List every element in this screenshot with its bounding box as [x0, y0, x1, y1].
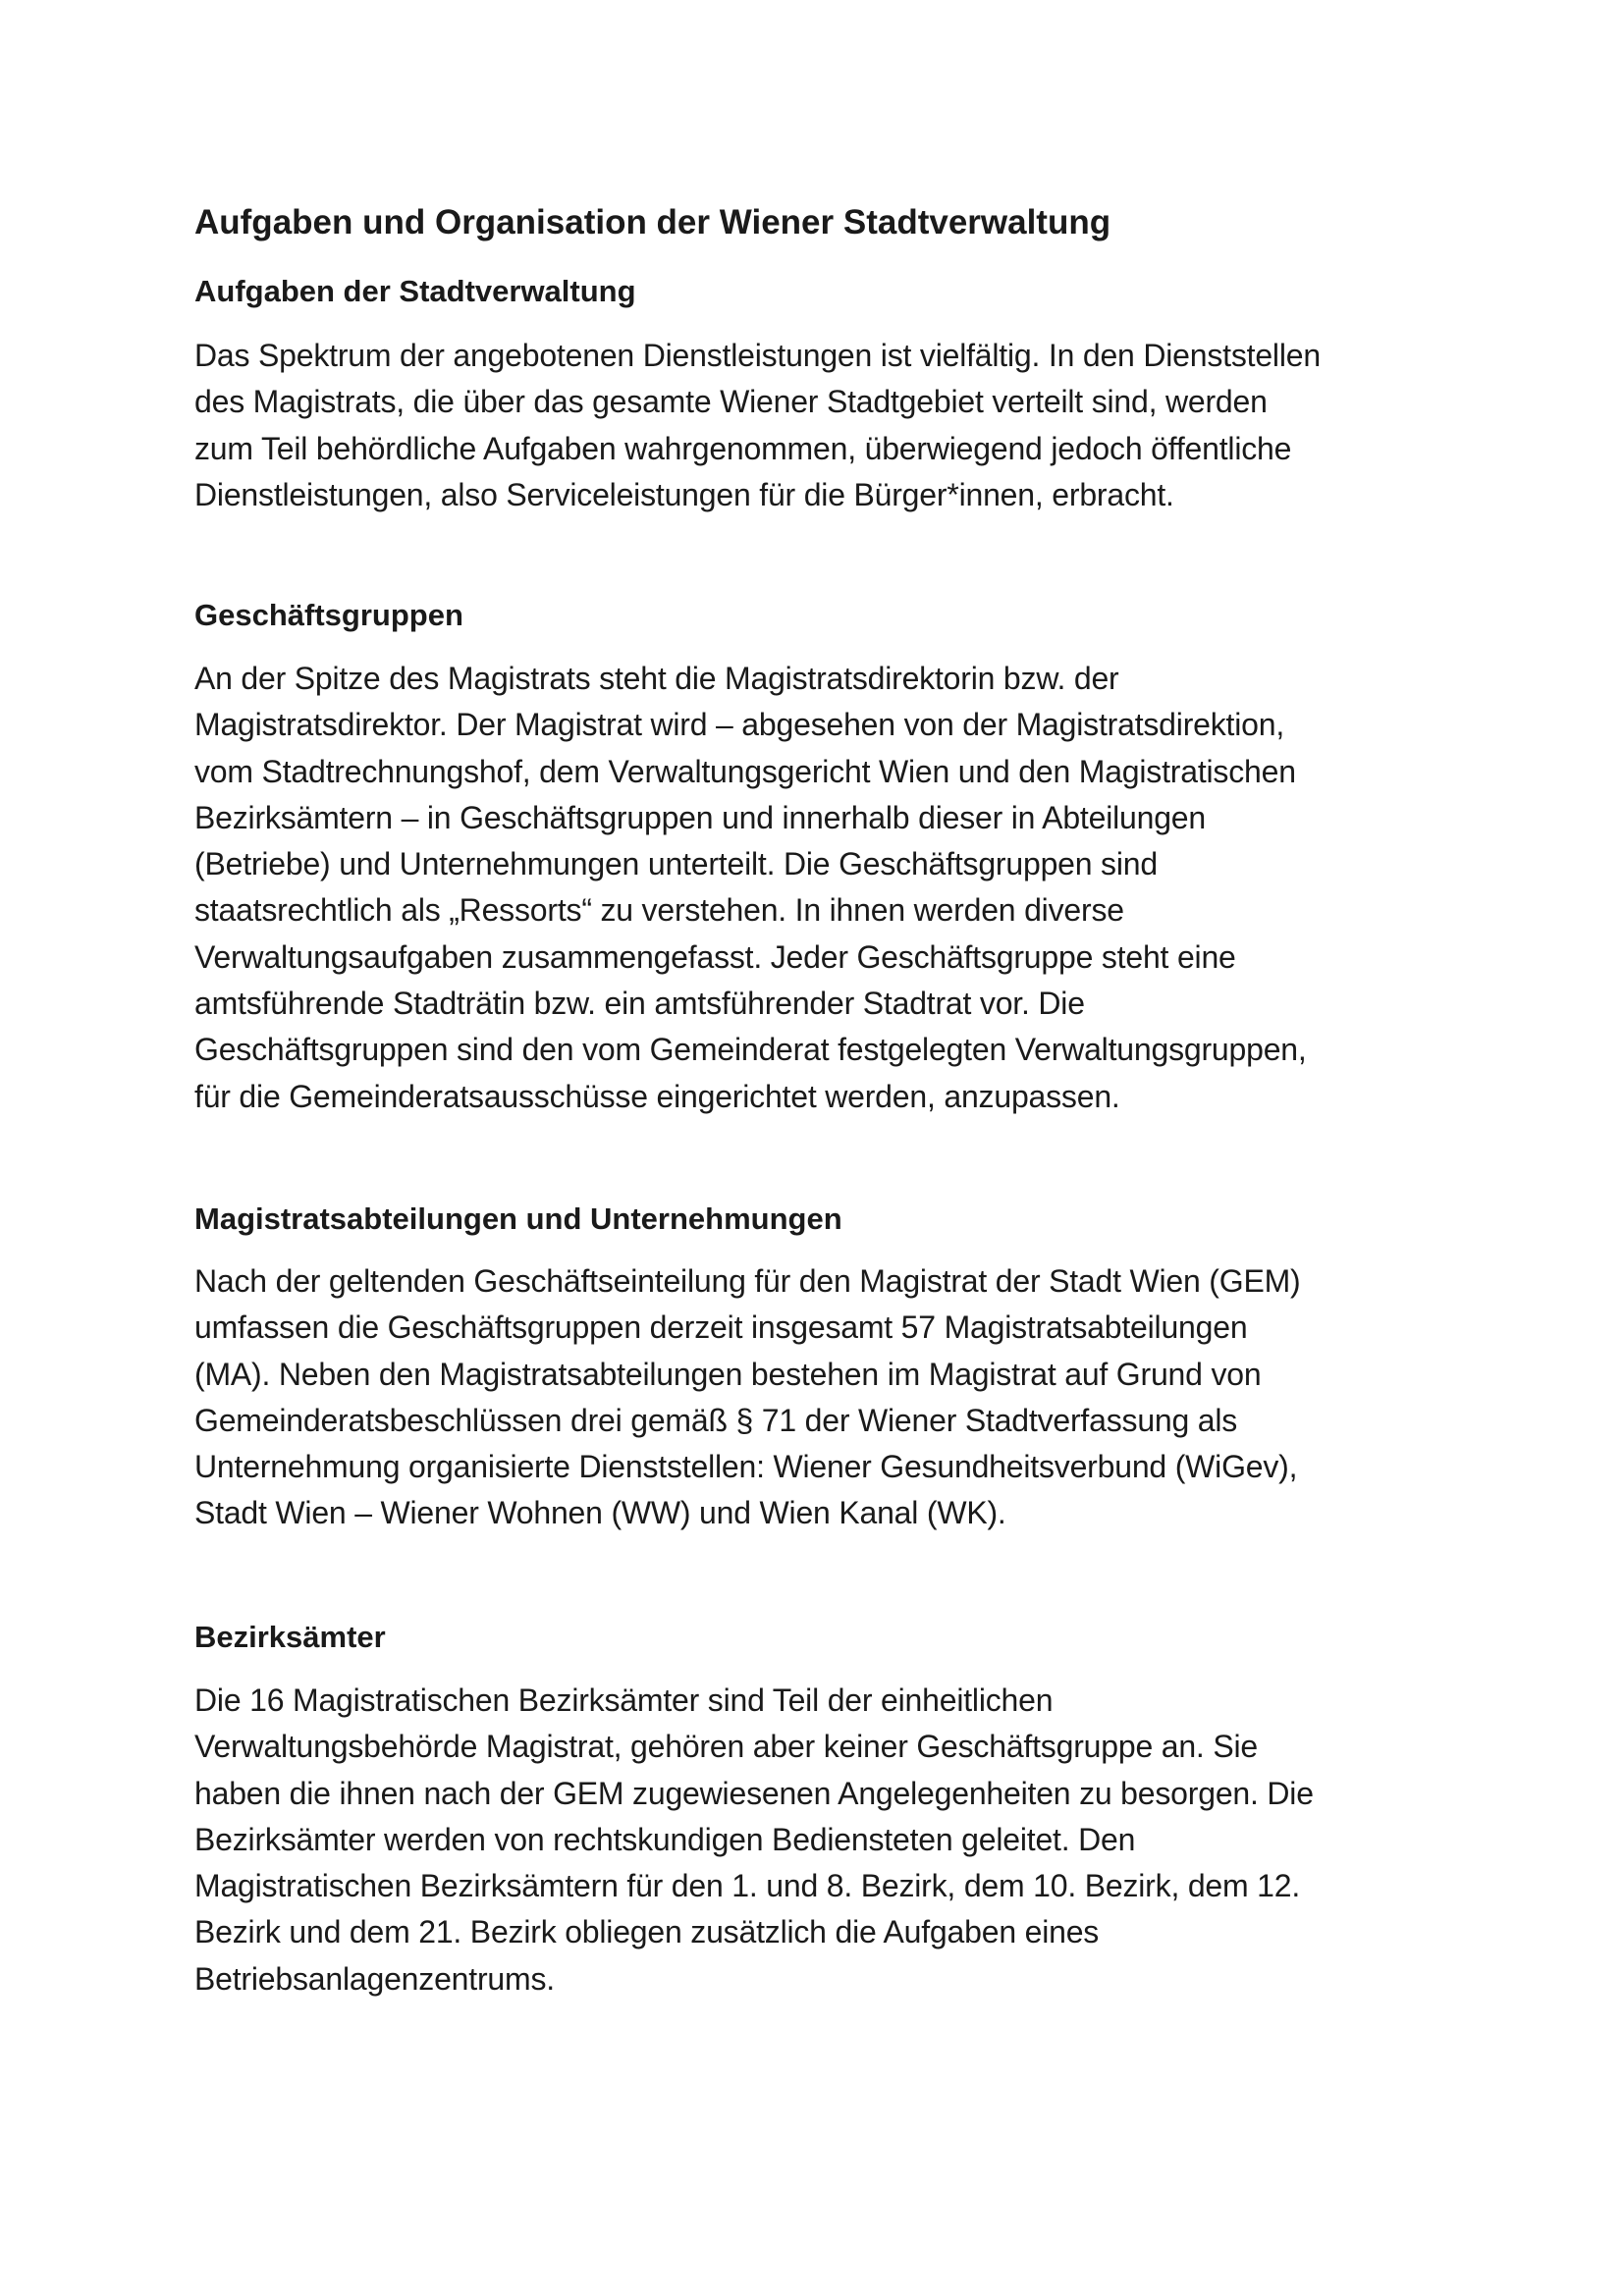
paragraph-line: Verwaltungsbehörde Magistrat, gehören aber keiner Geschäftsgruppe an. Sie [194, 1729, 1258, 1765]
paragraph-line: umfassen die Geschäftsgruppen derzeit insgesamt 57 Magistratsabteilungen [194, 1309, 1248, 1346]
paragraph-line: Magistratsdirektor. Der Magistrat wird – abgesehen von der Magistratsdirektion, [194, 707, 1285, 743]
paragraph-line: Die 16 Magistratischen Bezirksämter sind Teil der einheitlichen [194, 1682, 1054, 1718]
section-paragraph-bezirksaemter [194, 1678, 1314, 2002]
paragraph-line: Magistratischen Bezirksämtern für den 1. und 8. Bezirk, dem 10. Bezirk, dem 12. [194, 1868, 1301, 1904]
paragraph-line: (Betriebe) und Unternehmungen unterteilt. Die Geschäftsgruppen sind [194, 846, 1158, 882]
section-paragraph-aufgaben [194, 333, 1321, 518]
paragraph-line: zum Teil behördliche Aufgaben wahrgenommen, überwiegend jedoch öffentliche [194, 430, 1292, 466]
paragraph-line: Stadt Wien – Wiener Wohnen (WW) und Wien Kanal (WK). [194, 1495, 1006, 1531]
paragraph-line: Das Spektrum der angebotenen Dienstleistungen ist vielfältig. In den Dienststellen [194, 338, 1321, 373]
paragraph-line: amtsführende Stadträtin bzw. ein amtsführender Stadtrat vor. Die [194, 986, 1085, 1022]
paragraph-line: Bezirksämter werden von rechtskundigen Bediensteten geleitet. Den [194, 1821, 1136, 1857]
paragraph-line: Verwaltungsaufgaben zusammengefasst. Jeder Geschäftsgruppe steht eine [194, 938, 1236, 975]
paragraph-line: Betriebsanlagenzentrums. [194, 1960, 555, 1997]
paragraph-line: (MA). Neben den Magistratsabteilungen bestehen im Magistrat auf Grund von [194, 1356, 1262, 1392]
paragraph-line: Gemeinderatsbeschlüssen drei gemäß § 71 der Wiener Stadtverfassung als [194, 1402, 1238, 1438]
paragraph-line: Nach der geltenden Geschäftseinteilung für den Magistrat der Stadt Wien (GEM) [194, 1263, 1301, 1299]
paragraph-line: für die Gemeinderatsausschüsse eingerichtet werden, anzupassen. [194, 1078, 1120, 1114]
section-paragraph-geschaeftsgruppen [194, 656, 1307, 1120]
section-heading-bezirksaemter: Bezirksämter [194, 1620, 386, 1654]
paragraph-line: staatsrechtlich als „Ressorts“ zu verstehen. In ihnen werden diverse [194, 892, 1124, 929]
paragraph-line: Bezirk und dem 21. Bezirk obliegen zusätzlich die Aufgaben eines [194, 1914, 1100, 1950]
paragraph-line: Dienstleistungen, also Serviceleistungen für die Bürger*innen, erbracht. [194, 476, 1174, 512]
section-heading-aufgaben: Aufgaben der Stadtverwaltung [194, 274, 636, 308]
section-paragraph-magistratsabteilungen [194, 1258, 1301, 1537]
paragraph-line: vom Stadtrechnungshof, dem Verwaltungsgericht Wien und den Magistratischen [194, 753, 1296, 789]
section-heading-geschaeftsgruppen: Geschäftsgruppen [194, 598, 463, 632]
paragraph-line: des Magistrats, die über das gesamte Wiener Stadtgebiet verteilt sind, werden [194, 384, 1268, 420]
paragraph-line: An der Spitze des Magistrats steht die Magistratsdirektorin bzw. der [194, 661, 1119, 696]
section-heading-magistratsabteilungen: Magistratsabteilungen und Unternehmungen [194, 1201, 842, 1236]
paragraph-line: Unternehmung organisierte Dienststellen: Wiener Gesundheitsverbund (WiGev), [194, 1449, 1298, 1485]
paragraph-line: Geschäftsgruppen sind den vom Gemeinderat festgelegten Verwaltungsgruppen, [194, 1032, 1307, 1068]
paragraph-line: Bezirksämtern – in Geschäftsgruppen und innerhalb dieser in Abteilungen [194, 799, 1207, 835]
paragraph-line: haben die ihnen nach der GEM zugewiesenen Angelegenheiten zu besorgen. Die [194, 1775, 1314, 1811]
document-title: Aufgaben und Organisation der Wiener Stadtverwaltung [194, 203, 1111, 241]
